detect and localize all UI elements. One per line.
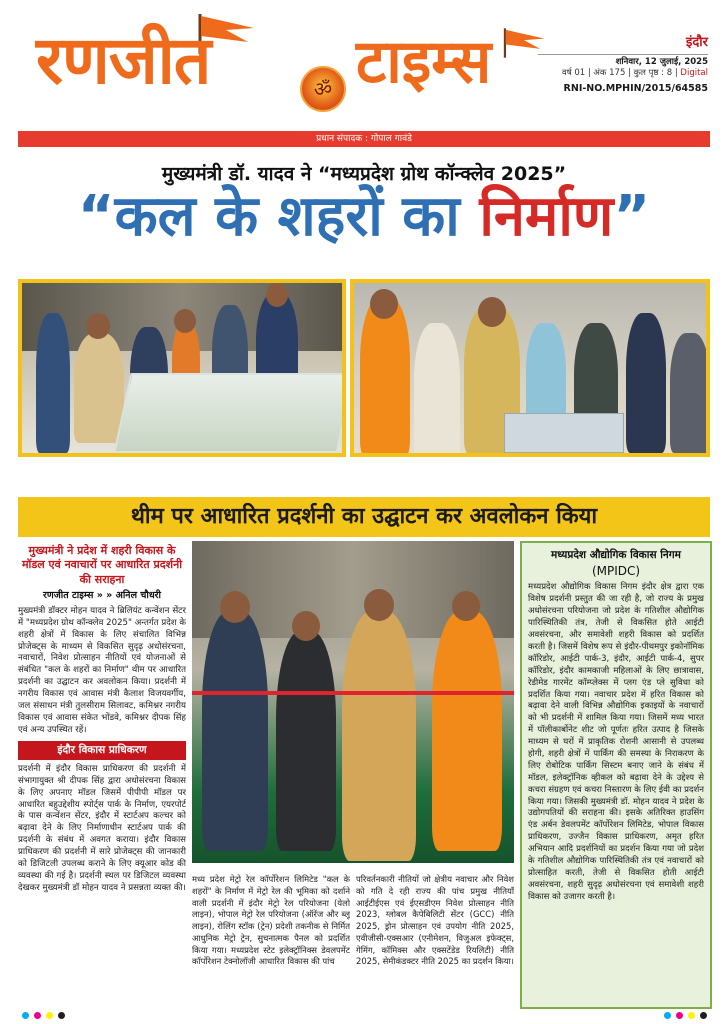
left-article-body: मुख्यमंत्री डॉक्टर मोहन यादव ने ब्रिलियंट कन्वेंशन सेंटर में "मध्यप्रदेश ग्रोथ कॉन्क्लेव 2025" अन्तर्गत प्रदेश के शहरी क्षेत्रों में विकास के लिए संचालित विभिन्न प्रोजेक्ट्स के माध्यम से विकसित सुदृढ़ अधोसंरचना, नवाचारों, निवेश प्रोत्साहन नीतियों एवं योजनाओं से संबंधित "कल के शहरों का निर्माण" थीम पर आधारित प्रदर्शनी का उद्घाटन कर अवलोकन किया। प्रदर्शनी में नगरीय विकास एवं आवास मंत्री कैलाश विजयवर्गीय, जल संसाधन मंत्री तुलसीराम सिलावट, कमिश्नर नगरीय विकास एवं आवास संकेत भोंडवे, कमिश्नर दीपक सिंह एवं अन्य उपस्थित रहें। — [18, 606, 186, 735]
byline: रणजीत टाइम्स » » अनिल चौधरी — [42, 589, 162, 601]
mpidc-abbr: (MPIDC) — [591, 563, 641, 578]
registration-mark — [688, 1012, 695, 1019]
photo-exhibition-model — [18, 279, 346, 457]
mpidc-heading: मध्यप्रदेश औद्योगिक विकास निगम — [551, 549, 681, 561]
main-headline — [18, 186, 710, 248]
left-article-body-2: प्रदर्शनी में इंदौर विकास प्राधिकरण की प्रदर्शनी में संभागायुक्त श्री दीपक सिंह द्वारा अधोसंरचना विकास के लिए अपनाए मॉडल जिसमें पीपीपी मॉडल पर आधारित बहुउद्देशीय स्पोर्ट्स पार्क के निर्माण, एयरपोर्ट के पास कन्वेंशन सेंटर, इंदौर में स्टार्टअप कल्चर को बढ़ावा देने के लिए निर्माणाधीन स्टार्टअप पार्क की प्रदर्शनी के संबंध में अवगत कराया। इंदौर विकास प्राधिकरण की प्रदर्शनी में सारे प्रोजेक्ट्स की जानकारी को डिजिटली उपलब्ध कराने के लिए क्यूआर कोड की व्यवस्था की गई है। प्रदर्शनी स्थल पर डिजिटल व्यवस्था देखकर मुख्यमंत्री डॉ मोहन यादव ने प्रसन्नता व्यक्त की। — [18, 763, 186, 893]
issue-meta — [538, 34, 708, 96]
left-article-heading: मुख्यमंत्री ने प्रदेश में शहरी विकास के मॉडल एवं नवाचारों पर आधारित प्रदर्शनी की सराहना — [21, 544, 183, 586]
masthead-title-right: टाइम्स — [356, 27, 492, 97]
rni-number: RNI-NO.MPHIN/2015/64585 — [563, 83, 708, 95]
registration-mark — [664, 1012, 671, 1019]
left-article — [18, 544, 186, 1010]
mpidc-box — [520, 541, 712, 1009]
ida-subhead: इंदौर विकास प्राधिकरण — [18, 741, 186, 759]
issue-number — [538, 68, 708, 79]
editor-bar: प्रधान संपादक : गोपाल गावंडे — [18, 131, 710, 147]
registration-mark — [676, 1012, 683, 1019]
issue-date: शनिवार, 12 जुलाई, 2025 — [538, 54, 708, 68]
headline-close-quote: ” — [613, 184, 651, 249]
registration-mark — [46, 1012, 53, 1019]
registration-mark — [34, 1012, 41, 1019]
theme-banner: थीम पर आधारित प्रदर्शनी का उद्घाटन कर अवलोकन किया — [18, 497, 710, 537]
deity-emblem-icon: ॐ — [300, 66, 346, 112]
mpidc-body: मध्यप्रदेश औद्योगिक विकास निगम इंदौर क्षेत्र द्वारा एक विशेष प्रदर्शनी प्रस्तुत की जा रही है, जो राज्य के प्रमुख अधोसंरचना परियोजना जो प्रदेश के गतिशील औद्योगिक पारिस्थितिकी तंत्र, तेजी से विकसित होते आईटी अवसंरचना, और समावेशी शहरी विकास को प्रदर्शित करती है। जिसमें विशेष रूप से इंदौर-पीथमपुर इकोनॉमिक कॉरिडोर, आईटी पार्क-3, इंदौर, आईटी पार्क-4, सुपर कॉरिडोर, इंदौर कामकाजी महिलाओं के लिए छात्रावास, रेडीमेड गारमेंट कॉम्प्लेक्स में प्लग एंड प्ले सुविधा को प्रदर्शित किया गया। नवाचार प्रदेश में हरित विकास को बढ़ावा देने वाली विभिन्न औद्योगिक इकाइयों के नवाचारों को भी प्रदर्शनी में शामिल किया गया। जिसमें मध्य भारत में पॉलीकार्बोनेट शीट जो पूर्णतः हरित उत्पाद है जिसके माध्यम से घरों में प्राकृतिक रोशनी आसानी से उपलब्ध होगी, शहरी क्षेत्रों में पार्किंग की समस्या के निराकरण के लिए रोबोटिक पार्किंग सिस्टम बनाए जाने के संबंध में मॉडल, इलेक्ट्रॉनिक व्हीकल को बढ़ावा देने के उद्देश्य से कचरा संग्रहण एवं कचरा निस्तारण के लिए ईवी का प्रदर्शन किया गया। जिसकी मुख्यमंत्री डॉ. मोहन यादव ने प्रदेश के उद्योगपतियों की सराहना की। इसके अतिरिक्त हाउसिंग एंड अर्बन डेवलपमेंट कॉर्पोरेशन लिमिटेड, भोपाल विकास प्राधिकरण, उज्जैन विकास प्राधिकरण, अमृत हरित अभियान आदि प्रदर्शनियों का प्रदर्शन किया गया जो प्रदेश के गतिशील औद्योगिक पारिस्थितिकी तंत्र एवं नवाचारों को प्रोत्साहित करती, तेजी से विकसित होती आईटी अवसंरचना, शहरी सुदृढ़ अधोसंरचना एवं समावेशी शहरी विकास को उजागर करती है। — [528, 582, 704, 902]
registration-mark — [700, 1012, 707, 1019]
edition-city: इंदौर — [686, 35, 708, 50]
masthead-title-left: रणजीत — [36, 22, 211, 99]
photo-ribbon-cutting — [192, 541, 514, 863]
photo-exhibition-visit — [350, 279, 710, 457]
issue-details: वर्ष 01 | अंक 175 | कुल पृष्ठ : 8 | — [562, 68, 678, 79]
masthead — [0, 0, 728, 128]
headline-open-quote: “ — [77, 184, 115, 249]
registration-mark — [22, 1012, 29, 1019]
registration-mark — [58, 1012, 65, 1019]
kicker: मुख्यमंत्री डॉ. यादव ने “मध्यप्रदेश ग्रोथ कॉन्क्लेव 2025” — [161, 163, 567, 185]
headline-part-1: कल के शहरों का — [114, 184, 480, 249]
digital-label: Digital — [680, 68, 708, 79]
metro-article: मध्य प्रदेश मेट्रो रेल कॉर्पोरेशन लिमिटेड "कल के शहरों" के निर्माण में मेट्रो रेल की भूमिका को दर्शाने वाली प्रदर्शनी में इंदौर मेट्रो रेल परियोजना (येलो लाइन), भोपाल मेट्रो रेल परियोजना (ऑरेंज और ब्लू लाइन), रोलिंग स्टॉक (ट्रेन) प्रदेशी तकनीक से निर्मित आधुनिक मेट्रो ट्रेन, सुचनात्मक पैनल को प्रदर्शित किया गया। मध्यप्रदेश स्टेट इलेक्ट्रॉनिक्स डेवलपमेंट कॉर्पोरेशन टेक्नोलॉजी आधारित विकास की पांच — [192, 874, 350, 967]
policy-article: परिवर्तनकारी नीतियों जो क्षेत्रीय नवाचार और निवेश को गति दे रही राज्य की पांच प्रमुख नीतियाँ आईटीईएस एवं ईएसडीएम निवेश प्रोत्साहन नीति 2023, ग्लोबल कैपेबिलिटी सेंटर (GCC) नीति 2025, ड्रोन प्रोत्साहन एवं उपयोग नीति 2025, एवीजीसी-एक्सआर (एनीमेशन, विजुअल इफेक्ट्स, गेमिंग, कॉमिक्स और एक्सटेंडेड रियलिटी) नीति 2025, सेमीकंडक्टर नीति 2025 का प्रदर्शन किया। — [356, 874, 514, 967]
headline-part-2: निर्माण — [479, 184, 614, 249]
